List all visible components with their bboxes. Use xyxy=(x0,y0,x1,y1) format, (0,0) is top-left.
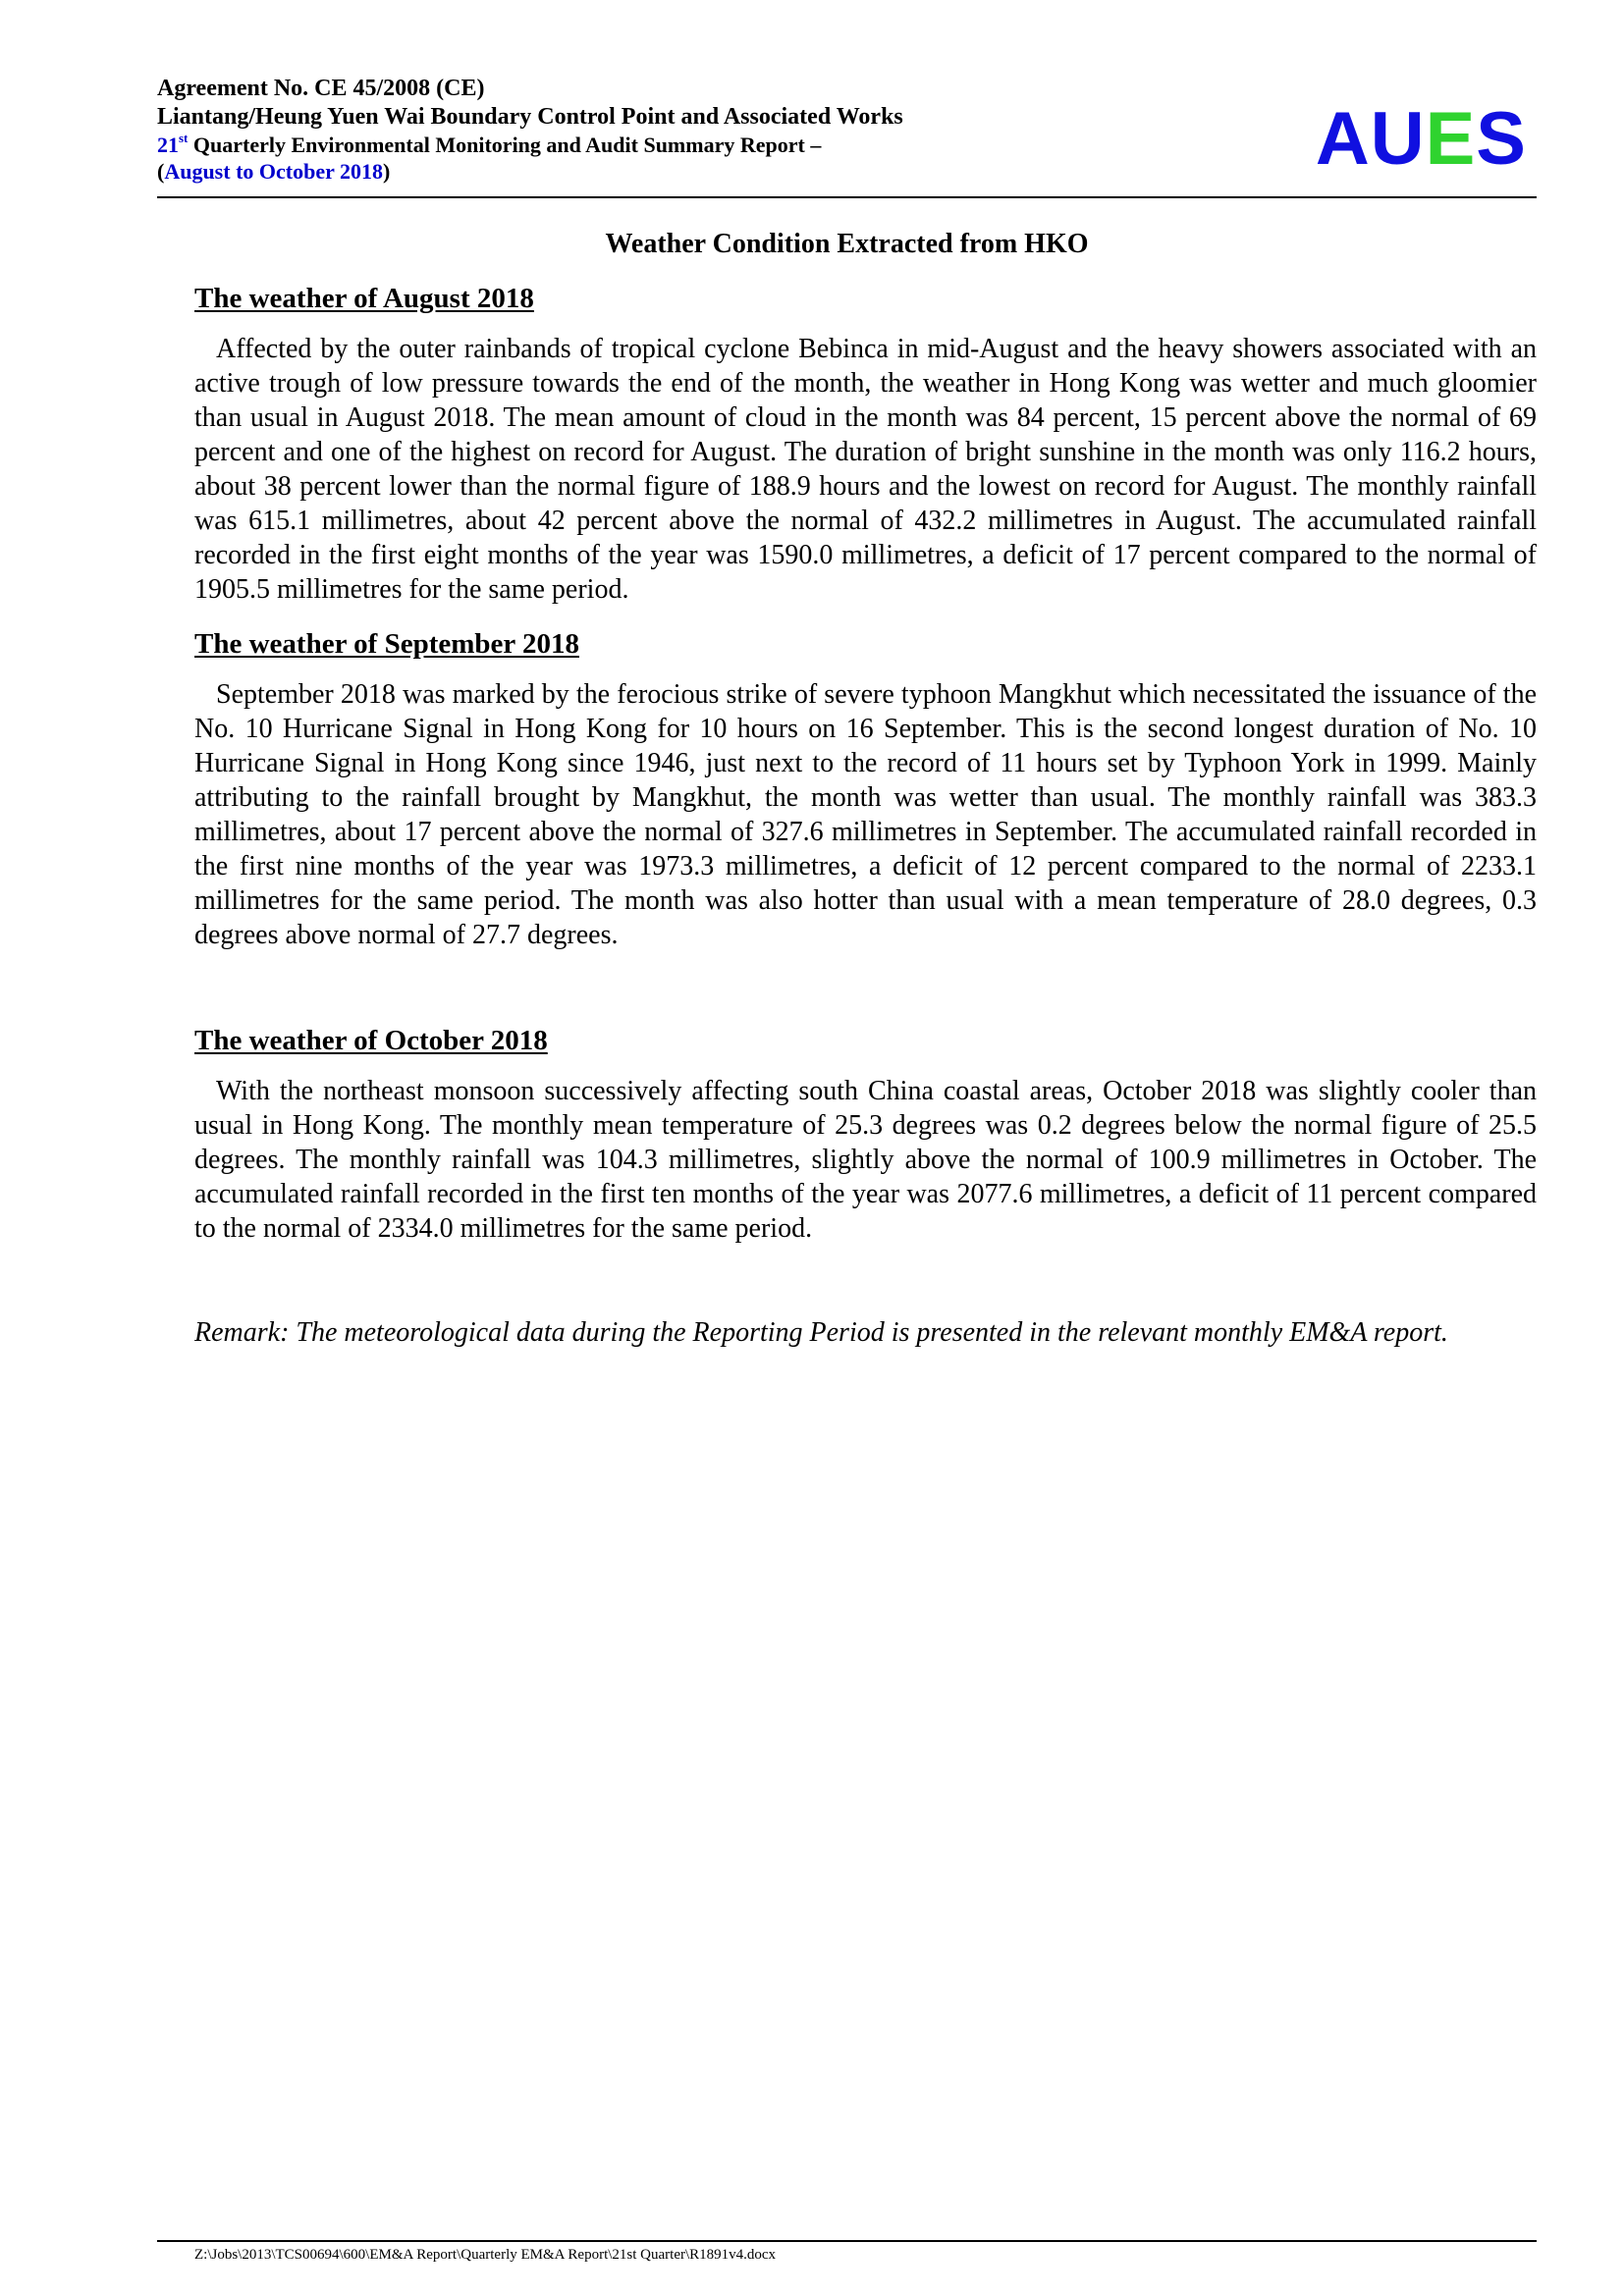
footer-file-path: Z:\Jobs\2013\TCS00694\600\EM&A Report\Quarterly EM&A Report\21st Quarter\R1891v4.docx xyxy=(194,2247,777,2263)
report-period-line xyxy=(157,158,903,185)
section-text-august: Affected by the outer rainbands of tropical cyclone Bebinca in mid-August and the heavy showers associated with an active trough of low pressure towards the end of the month, the weather in Hong Kong was wetter and much gloomier than usual in August 2018. The mean amount of cloud in the month was 84 percent, 15 percent above the normal of 69 percent and one of the highest on record for August. The duration of bright sunshine in the month was only 116.2 hours, about 38 percent lower than the normal figure of 188.9 hours and the lowest on record for August. The monthly rainfall was 615.1 millimetres, about 42 percent above the normal of 432.2 millimetres in August. The accumulated rainfall recorded in the first eight months of the year was 1590.0 millimetres, a deficit of 17 percent compared to the normal of 1905.5 millimetres for the same period. xyxy=(194,334,1537,605)
logo-text-s: S xyxy=(1476,97,1527,181)
period-open-paren: ( xyxy=(157,159,165,184)
logo-text-au: AU xyxy=(1315,97,1426,181)
section-text-september: September 2018 was marked by the ferocious strike of severe typhoon Mangkhut which necessitated the issuance of the No. 10 Hurricane Signal in Hong Kong for 10 hours on 16 September. This is the second longest duration of No. 10 Hurricane Signal in Hong Kong since 1946, just next to the record of 11 hours set by Typhoon York in 1999. Mainly attributing to the rainfall brought by Mangkhut, the month was wetter than usual. The monthly rainfall was 383.3 millimetres, about 17 percent above the normal of 327.6 millimetres in September. The accumulated rainfall recorded in the first nine months of the year was 1973.3 millimetres, a deficit of 12 percent compared to the normal of 2233.1 millimetres for the same period. The month was also hotter than usual with a mean temperature of 28.0 degrees, 0.3 degrees above normal of 27.7 degrees. xyxy=(194,679,1537,950)
report-period: August to October 2018 xyxy=(164,159,383,184)
section-heading-october: The weather of October 2018 xyxy=(194,1025,548,1056)
report-title: Quarterly Environmental Monitoring and Audit Summary Report – xyxy=(188,133,822,157)
page-header xyxy=(157,75,1537,197)
section-heading-august: The weather of August 2018 xyxy=(194,283,534,314)
header-text-block xyxy=(157,75,903,185)
remark-note: Remark: The meteorological data during the Reporting Period is presented in the relevant monthly EM&A report. xyxy=(194,1317,1448,1348)
section-heading-september: The weather of September 2018 xyxy=(194,628,579,660)
report-number-suffix: st xyxy=(179,130,189,145)
section-text-october: With the northeast monsoon successively affecting south China coastal areas, October 2018 was slightly cooler than usual in Hong Kong. The monthly mean temperature of 25.3 degrees was 0.2 degrees below the normal figure of 25.5 degrees. The monthly rainfall was 104.3 millimetres, slightly above the normal of 100.9 millimetres in October. The accumulated rainfall recorded in the first ten months of the year was 2077.6 millimetres, a deficit of 11 percent compared to the normal of 2334.0 millimetres for the same period. xyxy=(194,1076,1537,1244)
header-divider xyxy=(157,196,1537,198)
agreement-number: Agreement No. CE 45/2008 (CE) xyxy=(157,76,485,101)
logo-text-e: E xyxy=(1425,97,1477,181)
footer-divider xyxy=(157,2240,1537,2242)
aues-logo xyxy=(1315,97,1527,181)
document-title: Weather Condition Extracted from HKO xyxy=(605,229,1089,259)
report-title-line xyxy=(157,132,903,158)
project-name: Liantang/Heung Yuen Wai Boundary Control Point and Associated Works xyxy=(157,104,903,130)
report-number: 21 xyxy=(157,133,179,157)
period-close-paren: ) xyxy=(382,159,391,184)
